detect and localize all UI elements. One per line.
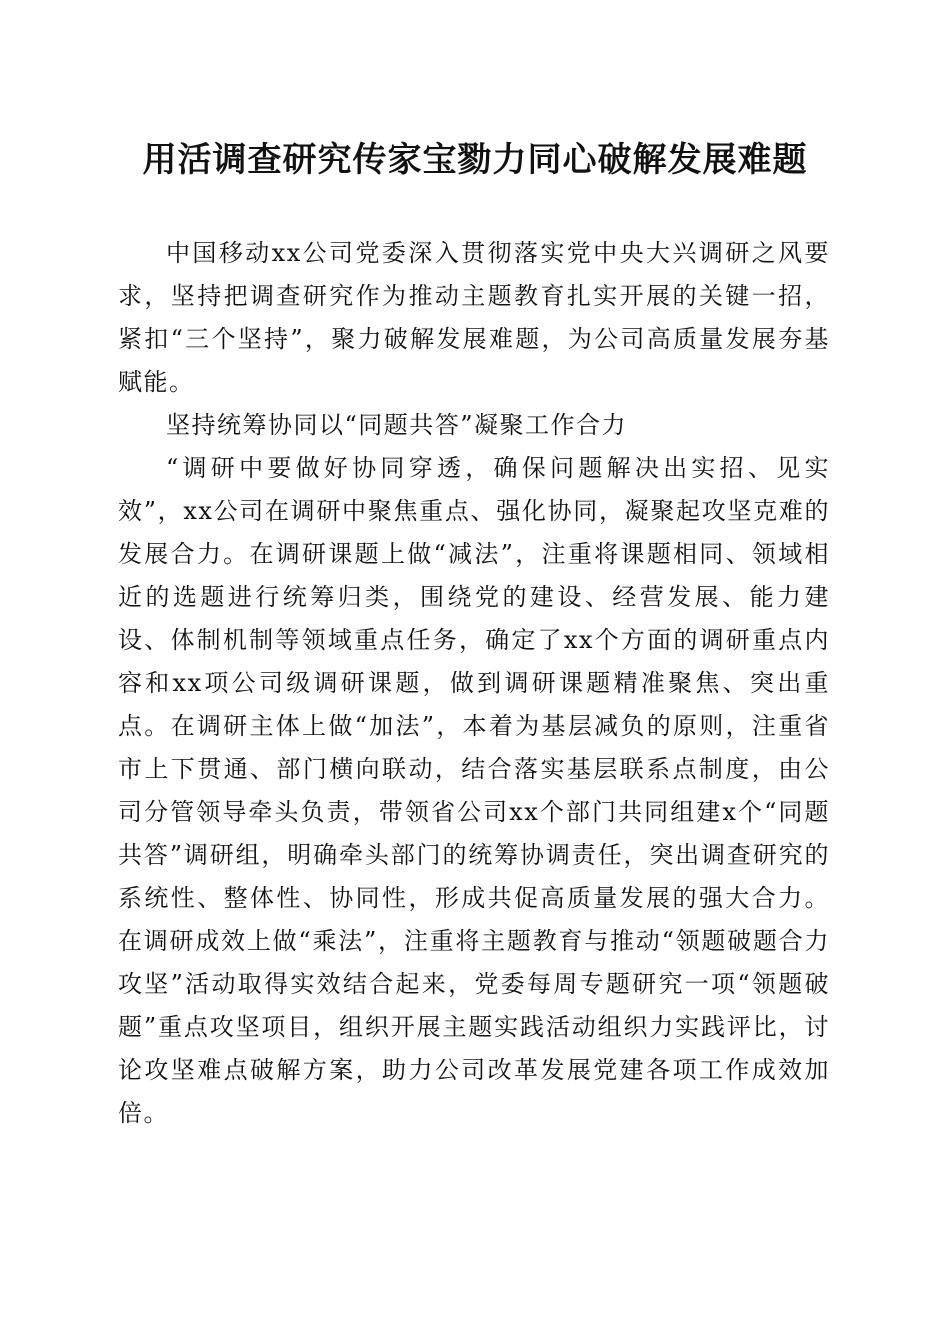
document-title: 用活调查研究传家宝勠力同心破解发展难题 bbox=[142, 140, 808, 180]
section-paragraph: “调研中要做好协同穿透，确保问题解决出实招、见实效”，xx公司在调研中聚焦重点、强化协同，凝聚起攻坚克难的发展合力。在调研课题上做“减法”，注重将课题相同、领域相近的选题进行统筹归类，围绕党的建设、经营发展、能力建设、体制机制等领域重点任务，确定了xx个方面的调研重点内容和xx项公司级调研课题，做到调研课题精准聚焦、突出重点。在调研主体上做“加法”，本着为基层减负的原则，注重省市上下贯通、部门横向联动，结合落实基层联系点制度，由公司分管领导牵头负责，带领省公司xx个部门共同组建x个“同题共答”调研组，明确牵头部门的统筹协调责任，突出调查研究的系统性、整体性、协同性，形成共促高质量发展的强大合力。在调研成效上做“乘法”，注重将主题教育与推动“领题破题合力攻坚”活动取得实效结合起来，党委每周专题研究一项“领题破题”重点攻坚项目，组织开展主题实践活动组织力实践评比，讨论攻坚难点破解方案，助力公司改革发展党建各项工作成效加倍。 bbox=[118, 454, 830, 1127]
intro-paragraph: 中国移动xx公司党委深入贯彻落实党中央大兴调研之风要求，坚持把调查研究作为推动主题教育扎实开展的关键一招，紧扣“三个坚持”，聚力破解发展难题，为公司高质量发展夯基赋能。 bbox=[118, 239, 830, 396]
section-heading: 坚持统筹协同以“同题共答”凝聚工作合力 bbox=[166, 411, 628, 439]
document-body bbox=[118, 232, 830, 1135]
